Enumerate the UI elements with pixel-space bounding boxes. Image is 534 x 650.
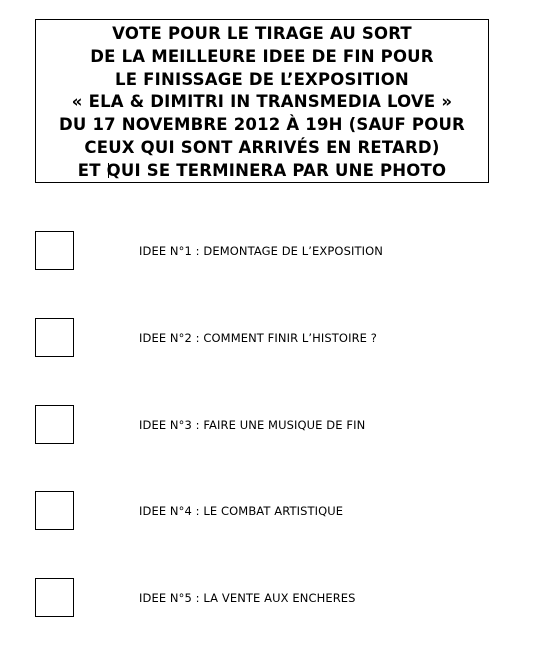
title-line-4: « ELA & DIMITRI IN TRANSMEDIA LOVE » — [71, 92, 453, 112]
vote-checkbox-2[interactable] — [35, 318, 74, 357]
title-line-5: DU 17 NOVEMBRE 2012 À 19H (SAUF POUR — [59, 115, 465, 135]
vote-option-1[interactable] — [35, 231, 495, 271]
title-line-3: LE FINISSAGE DE L’EXPOSITION — [115, 69, 409, 89]
title-line-6: CEUX QUI SONT ARRIVÉS EN RETARD) — [84, 137, 440, 157]
vote-checkbox-1[interactable] — [35, 231, 74, 270]
title-line-2: DE LA MEILLEURE IDEE DE FIN POUR — [90, 46, 434, 66]
title-line-7-end: QUI SE TERMINERA PAR UNE PHOTO — [106, 160, 447, 180]
title-box — [35, 19, 489, 183]
vote-checkbox-4[interactable] — [35, 491, 74, 530]
title-line-7-start: ET — [77, 160, 107, 180]
vote-option-3[interactable] — [35, 405, 495, 445]
vote-checkbox-5[interactable] — [35, 578, 74, 617]
vote-option-2[interactable] — [35, 318, 495, 358]
vote-option-5[interactable] — [35, 578, 495, 618]
vote-option-4[interactable] — [35, 491, 495, 531]
vote-option-label-4: IDEE N°4 : LE COMBAT ARTISTIQUE — [139, 504, 344, 518]
vote-option-label-2: IDEE N°2 : COMMENT FINIR L’HISTOIRE ? — [139, 331, 377, 345]
title-line-1: VOTE POUR LE TIRAGE AU SORT — [112, 24, 412, 43]
title-line-7[interactable] — [36, 160, 488, 183]
vote-option-label-5: IDEE N°5 : LA VENTE AUX ENCHERES — [139, 591, 356, 605]
vote-option-label-3: IDEE N°3 : FAIRE UNE MUSIQUE DE FIN — [139, 418, 366, 432]
vote-checkbox-3[interactable] — [35, 405, 74, 444]
vote-option-label-1: IDEE N°1 : DEMONTAGE DE L’EXPOSITION — [139, 244, 383, 258]
